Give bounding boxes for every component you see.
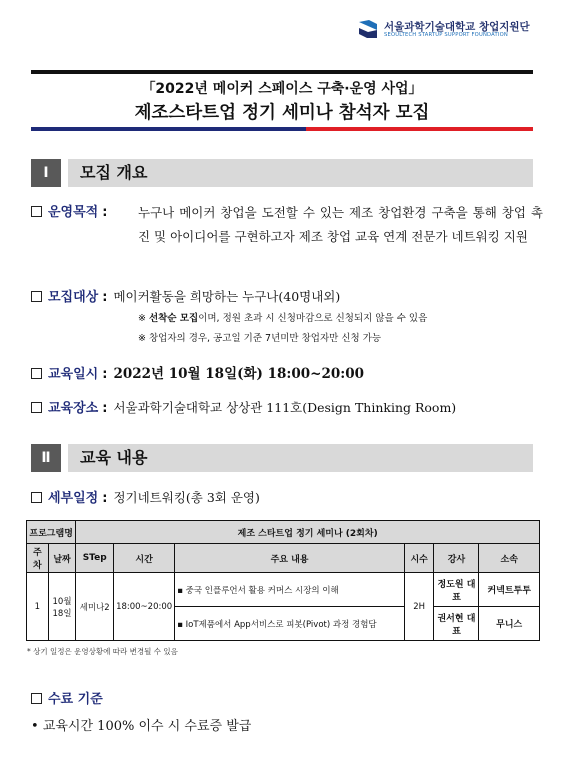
date-row: 교육일시 : 2022년 10월 18일(화) 18:00~20:00 [31,362,543,387]
note-mark: ※ [138,313,146,324]
bullet-icon: • [31,719,39,734]
place-row: 교육장소 : 서울과학기술대학교 상상관 111호(Design Thinking Room) [31,396,543,421]
cell-org: 커넥트투투 [479,573,540,607]
date-text: 2022년 10월 18일(화) 18:00~20:00 [113,366,365,382]
target-label: 모집대상 [48,290,99,305]
section-header-content [31,444,533,472]
cell-time: 18:00~20:00 [114,573,175,641]
purpose-text: 누구나 메이커 창업을 도전할 수 있는 제조 창업환경 구축을 통해 창업 촉진 및 아이디어를 구현하고자 제조 창업 교육 연계 전문가 네트워킹 지원 [138,205,543,244]
checkbox-square-icon [31,402,42,413]
schedule-footnote: * 상기 일정은 운영상황에 따라 변경될 수 있음 [27,647,178,656]
title-top-rule [31,70,533,74]
col-org: 소속 [479,544,540,573]
place-label: 교육장소 [48,401,99,416]
schedule-row: 세부일정 : 정기네트워킹(총 3회 운영) [31,486,543,511]
table-program-row [27,521,540,544]
section-header-overview [31,159,533,187]
col-step: STep [76,544,114,573]
schedule-table [26,520,540,641]
completion-row [31,688,543,712]
cell-speaker: 정도원 대표 [434,573,479,607]
target-row: 모집대상 : 메이커활동을 희망하는 누구나(40명내외) [31,285,543,310]
org-logo [357,17,547,45]
purpose-row: 운영목적 : [31,201,543,225]
checkbox-square-icon [31,693,42,704]
cell-content: ▪ IoT제품에서 App서비스로 피봇(Pivot) 과정 경험담 [175,607,405,641]
cell-speaker: 권서현 대표 [434,607,479,641]
completion-label: 수료 기준 [48,692,103,707]
cell-step: 세미나2 [76,573,114,641]
checkbox-square-icon [31,291,42,302]
program-header: 프로그램명 [27,521,76,544]
purpose-label: 운영목적 [48,205,99,220]
col-content: 주요 내용 [175,544,405,573]
target-note-1 [138,309,543,329]
target-text: 메이커활동을 희망하는 누구나(40명내외) [113,289,341,304]
section-number: Ⅰ [31,159,61,187]
cell-date: 10월 18일 [48,573,76,641]
place-text: 서울과학기술대학교 상상관 111호(Design Thinking Room) [113,400,457,415]
note-rest: 이며, 정원 초과 시 신청마감으로 신청되지 않을 수 있음 [198,313,428,324]
page-title: 제조스타트업 정기 세미나 참석자 모집 [134,103,430,123]
cell-org: 무니스 [479,607,540,641]
col-hours: 시수 [404,544,434,573]
program-name: 제조 스타트업 정기 세미나 (2회차) [76,521,540,544]
checkbox-square-icon [31,492,42,503]
schedule-label: 세부일정 [48,491,99,506]
cell-hours: 2H [404,573,434,641]
title-bottom-rule-red [306,127,533,131]
col-date: 날짜 [48,544,76,573]
title-bottom-rule-blue [31,127,306,131]
project-title: 「2022년 메이커 스페이스 구축·운영 사업」 [141,81,423,97]
section-number: Ⅱ [31,444,61,472]
checkbox-square-icon [31,368,42,379]
col-week: 주차 [27,544,49,573]
table-header-row [27,544,540,573]
schedule-text: 정기네트워킹(총 3회 운영) [113,490,260,505]
completion-text: 교육시간 100% 이수 시 수료증 발급 [42,719,252,734]
col-time: 시간 [114,544,175,573]
col-speaker: 강사 [434,544,479,573]
date-label: 교육일시 [48,367,99,382]
checkbox-square-icon [31,206,42,217]
note-emphasis: 선착순 모집 [149,313,199,324]
completion-criteria [31,715,251,734]
cell-week: 1 [27,573,49,641]
org-name-english: SEOULTECH STARTUP SUPPORT FOUNDATION [384,32,508,38]
section-title: 교육 내용 [68,444,533,472]
section-title: 모집 개요 [68,159,533,187]
org-name-korean: 서울과학기술대학교 창업지원단 [384,21,530,33]
target-note-2: ※ 창업자의 경우, 공고일 기준 7년미만 창업자만 신청 가능 [138,333,382,344]
table-row [27,573,540,607]
seoultech-logo-icon [357,18,379,40]
cell-content: ▪ 중국 인플루언서 활용 커머스 시장의 이해 [175,573,405,607]
